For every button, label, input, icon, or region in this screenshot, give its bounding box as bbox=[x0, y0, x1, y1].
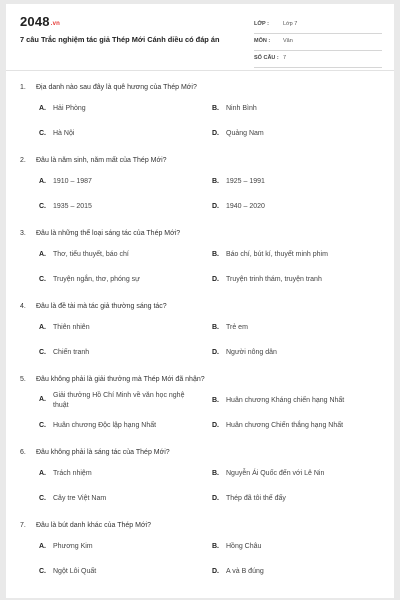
option-text: Hải Phòng bbox=[53, 105, 86, 112]
option-text: Hồng Châu bbox=[226, 543, 262, 550]
question-label: Đâu là đề tài mà tác giả thường sáng tác? bbox=[36, 303, 167, 310]
option-d[interactable] bbox=[212, 130, 372, 137]
document-page bbox=[6, 4, 394, 598]
option-d[interactable] bbox=[212, 203, 372, 210]
option-letter: C. bbox=[39, 276, 46, 283]
option-text: A và B đúng bbox=[226, 568, 264, 575]
option-d[interactable] bbox=[212, 495, 372, 502]
option-letter: D. bbox=[212, 276, 219, 283]
option-a[interactable] bbox=[39, 324, 199, 331]
option-text: Thiên nhiên bbox=[53, 324, 90, 331]
question-number: 7. bbox=[20, 522, 26, 529]
option-b[interactable] bbox=[212, 543, 372, 550]
question-text bbox=[20, 84, 197, 91]
meta-label: SỐ CÂU : bbox=[254, 55, 279, 61]
page-title: 7 câu Trắc nghiệm tác giả Thép Mới Cánh diều có đáp án bbox=[20, 35, 220, 44]
question-item bbox=[6, 78, 394, 151]
option-b[interactable] bbox=[212, 324, 372, 331]
option-letter: C. bbox=[39, 349, 46, 356]
question-list bbox=[6, 78, 394, 589]
question-number: 2. bbox=[20, 157, 26, 164]
option-b[interactable] bbox=[212, 178, 372, 185]
question-text bbox=[20, 449, 170, 456]
option-letter: B. bbox=[212, 105, 219, 112]
option-a[interactable] bbox=[39, 543, 199, 550]
question-label: Đâu không phải là giải thưởng mà Thép Mới đã nhận? bbox=[36, 376, 205, 383]
option-d[interactable] bbox=[212, 276, 372, 283]
question-item bbox=[6, 297, 394, 370]
meta-value: 7 bbox=[283, 55, 287, 61]
question-text bbox=[20, 522, 151, 529]
option-letter: A. bbox=[39, 178, 46, 185]
option-text: Ngột Lôi Quất bbox=[53, 568, 97, 575]
option-letter: A. bbox=[39, 105, 46, 112]
option-text: Báo chí, bút kí, thuyết minh phim bbox=[226, 251, 328, 258]
question-number: 6. bbox=[20, 449, 26, 456]
option-letter: A. bbox=[39, 251, 46, 258]
question-label: Đâu là những thể loại sáng tác của Thép Mới? bbox=[36, 230, 181, 237]
question-number: 1. bbox=[20, 84, 26, 91]
option-text: Huân chương Chiến thắng hạng Nhất bbox=[226, 422, 344, 429]
option-text: Truyện ngắn, thơ, phóng sự bbox=[53, 276, 140, 283]
question-label: Địa danh nào sau đây là quê hương của Thép Mới? bbox=[36, 84, 197, 91]
option-text: Thép đã tôi thế đấy bbox=[226, 495, 286, 502]
option-a[interactable] bbox=[39, 251, 199, 258]
option-letter: B. bbox=[212, 251, 219, 258]
option-c[interactable] bbox=[39, 276, 199, 283]
option-text: Huân chương Kháng chiến hạng Nhất bbox=[226, 397, 345, 404]
option-text: Ninh Bình bbox=[226, 105, 257, 112]
option-text: Nguyễn Ái Quốc đến với Lê Nin bbox=[226, 470, 325, 477]
question-number: 5. bbox=[20, 376, 26, 383]
option-b[interactable] bbox=[212, 251, 372, 258]
option-text: Người nông dân bbox=[226, 349, 277, 356]
option-letter: B. bbox=[212, 397, 219, 404]
question-text bbox=[20, 303, 167, 310]
meta-label: MÔN : bbox=[254, 38, 271, 44]
option-letter: B. bbox=[212, 470, 219, 477]
question-text bbox=[20, 157, 167, 164]
option-text: Quảng Nam bbox=[226, 130, 264, 137]
option-text: Hà Nội bbox=[53, 130, 75, 137]
option-letter: D. bbox=[212, 203, 219, 210]
meta-row-class bbox=[254, 19, 382, 34]
meta-info bbox=[254, 19, 382, 70]
option-c[interactable] bbox=[39, 203, 199, 210]
question-item bbox=[6, 224, 394, 297]
option-d[interactable] bbox=[212, 568, 372, 575]
question-label: Đâu là năm sinh, năm mất của Thép Mới? bbox=[36, 157, 167, 164]
option-text: 1935 – 2015 bbox=[53, 203, 92, 210]
logo-text: 2048 bbox=[20, 14, 50, 29]
option-text: Huân chương Độc lập hạng Nhất bbox=[53, 422, 157, 429]
option-letter: A. bbox=[39, 324, 46, 331]
option-a[interactable] bbox=[39, 391, 199, 411]
option-b[interactable] bbox=[212, 470, 372, 477]
header-divider bbox=[6, 70, 394, 71]
question-item bbox=[6, 370, 394, 443]
option-letter: D. bbox=[212, 349, 219, 356]
option-letter: A. bbox=[39, 543, 46, 550]
option-text: Trẻ em bbox=[226, 324, 248, 331]
option-letter: A. bbox=[39, 470, 46, 477]
option-text: Phương Kim bbox=[53, 543, 93, 550]
option-text: 1925 – 1991 bbox=[226, 178, 265, 185]
option-text: 1910 – 1987 bbox=[53, 178, 92, 185]
option-text: Trách nhiệm bbox=[53, 470, 92, 477]
option-letter: B. bbox=[212, 543, 219, 550]
question-number: 3. bbox=[20, 230, 26, 237]
document-header bbox=[6, 4, 394, 68]
logo-suffix: .vn bbox=[50, 21, 61, 27]
question-item bbox=[6, 443, 394, 516]
meta-value: Lớp 7 bbox=[283, 21, 298, 27]
meta-row-count bbox=[254, 53, 382, 68]
option-letter: C. bbox=[39, 495, 46, 502]
option-c[interactable] bbox=[39, 349, 199, 356]
meta-row-subject bbox=[254, 36, 382, 51]
question-text bbox=[20, 376, 205, 383]
option-letter: C. bbox=[39, 203, 46, 210]
option-letter: D. bbox=[212, 422, 219, 429]
option-letter: C. bbox=[39, 568, 46, 575]
option-text: Chiến tranh bbox=[53, 349, 90, 356]
option-letter: B. bbox=[212, 178, 219, 185]
question-label: Đâu không phải là sáng tác của Thép Mới? bbox=[36, 449, 170, 456]
option-c[interactable] bbox=[39, 568, 199, 575]
option-letter: D. bbox=[212, 130, 219, 137]
option-letter: C. bbox=[39, 422, 46, 429]
option-text: 1940 – 2020 bbox=[226, 203, 265, 210]
option-letter: D. bbox=[212, 568, 219, 575]
option-d[interactable] bbox=[212, 349, 372, 356]
question-item bbox=[6, 516, 394, 589]
option-b[interactable] bbox=[212, 397, 372, 404]
option-text: Giải thưởng Hồ Chí Minh về văn học nghệ thuật bbox=[53, 392, 185, 409]
option-c[interactable] bbox=[39, 422, 199, 429]
site-logo[interactable] bbox=[20, 14, 60, 29]
option-text: Thơ, tiểu thuyết, báo chí bbox=[53, 251, 129, 258]
question-text bbox=[20, 230, 180, 237]
question-number: 4. bbox=[20, 303, 26, 310]
option-letter: B. bbox=[212, 324, 219, 331]
option-text: Cây tre Việt Nam bbox=[53, 495, 107, 502]
option-c[interactable] bbox=[39, 495, 199, 502]
option-a[interactable] bbox=[39, 105, 199, 112]
question-item bbox=[6, 151, 394, 224]
question-label: Đâu là bút danh khác của Thép Mới? bbox=[36, 522, 151, 529]
option-c[interactable] bbox=[39, 130, 199, 137]
meta-value: Văn bbox=[283, 38, 293, 44]
option-letter: D. bbox=[212, 495, 219, 502]
option-letter: A. bbox=[39, 396, 46, 403]
meta-label: LỚP : bbox=[254, 21, 269, 27]
option-b[interactable] bbox=[212, 105, 372, 112]
option-d[interactable] bbox=[212, 422, 372, 429]
option-a[interactable] bbox=[39, 470, 199, 477]
option-a[interactable] bbox=[39, 178, 199, 185]
option-letter: C. bbox=[39, 130, 46, 137]
option-text: Truyện trinh thám, truyện tranh bbox=[226, 276, 322, 283]
